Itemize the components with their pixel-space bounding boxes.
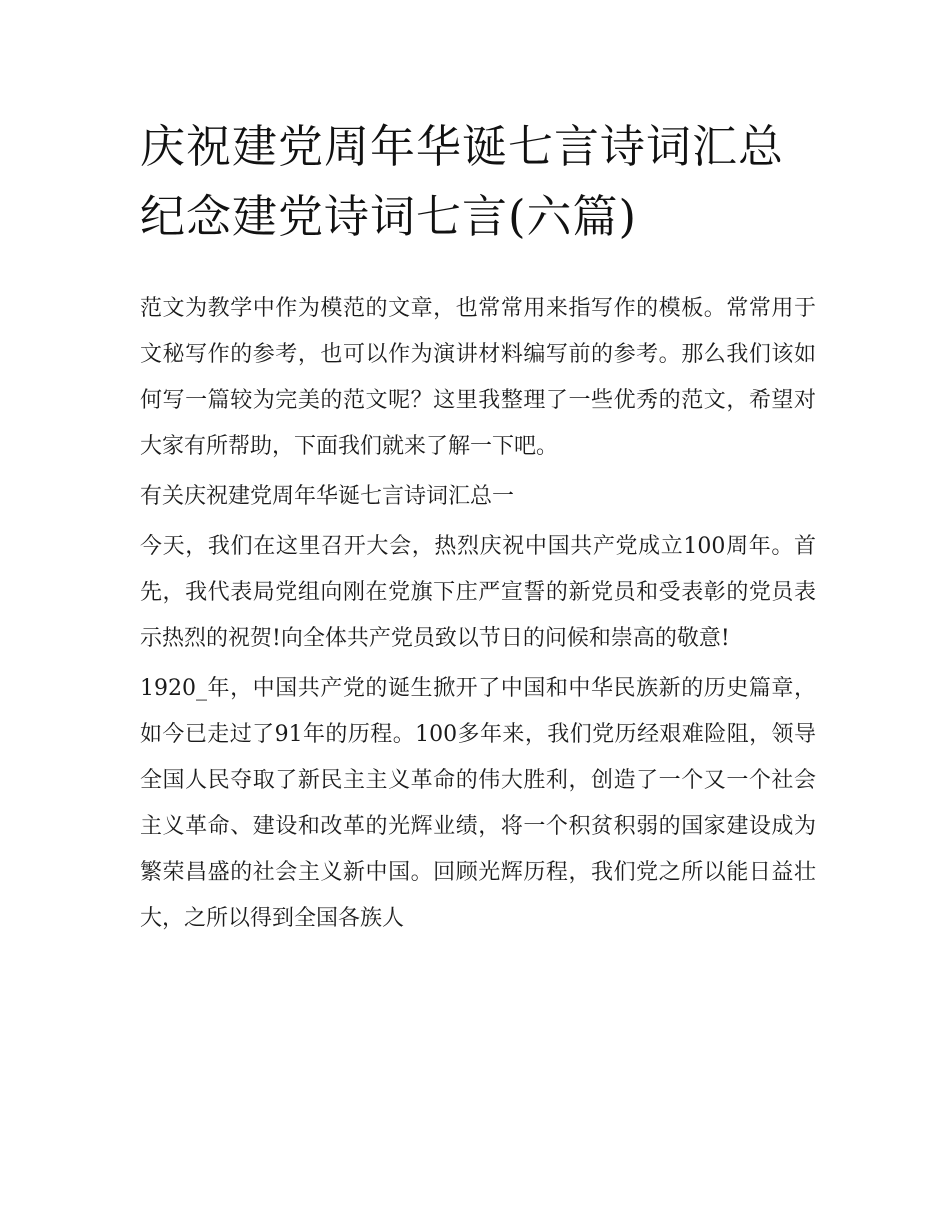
document-body (140, 286, 816, 942)
section-heading: 有关庆祝建党周年华诞七言诗词汇总一 (140, 484, 515, 509)
document-page (140, 112, 816, 946)
speech-paragraph-2: 1920_年，中国共产党的诞生掀开了中国和中华民族新的历史篇章，如今已走过了91年的历程。100多年来，我们党历经艰难险阻，领导全国人民夺取了新民主主义革命的伟大胜利，创造了一个又一个社会主义革命、建设和改革的光辉业绩，将一个积贫积弱的国家建设成为繁荣昌盛的社会主义新中国。回顾光辉历程，我们党之所以能日益壮大，之所以得到全国各族人 (140, 676, 816, 931)
document-title: 庆祝建党周年华诞七言诗词汇总 纪念建党诗词七言(六篇) (140, 120, 785, 243)
speech-paragraph-1: 今天，我们在这里召开大会，热烈庆祝中国共产党成立100周年。首先，我代表局党组向刚在党旗下庄严宣誓的新党员和受表彰的党员表示热烈的祝贺!向全体共产党员致以节日的问候和崇高的敬意! (140, 534, 816, 651)
intro-paragraph: 范文为教学中作为模范的文章，也常常用来指写作的模板。常常用于文秘写作的参考，也可以作为演讲材料编写前的参考。那么我们该如何写一篇较为完美的范文呢？这里我整理了一些优秀的范文，希望对大家有所帮助，下面我们就来了解一下吧。 (140, 296, 816, 459)
